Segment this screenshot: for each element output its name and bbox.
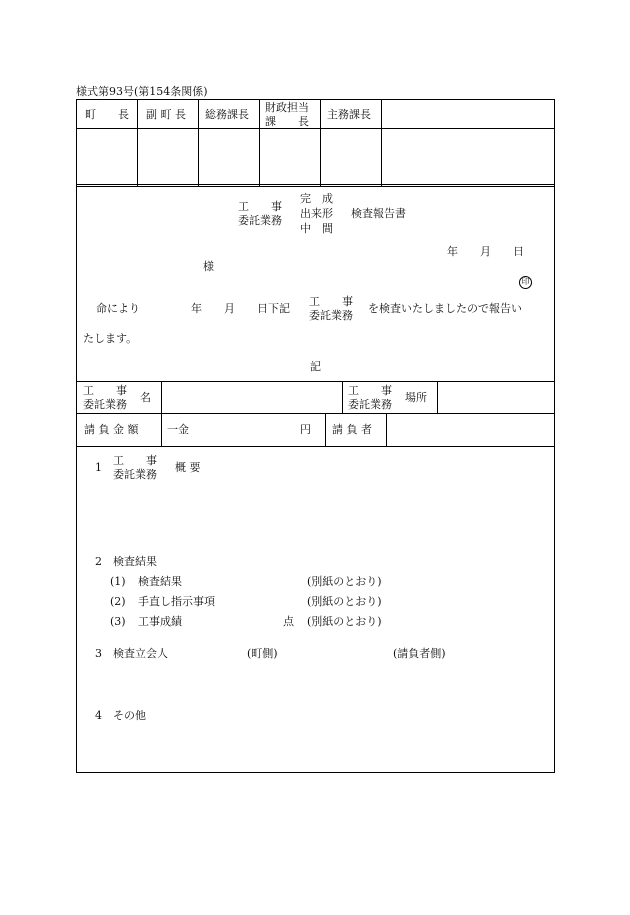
approval-label-deputy: 副 町 長 <box>146 108 186 121</box>
work-name-label-line1: 工 事 <box>83 384 127 397</box>
item-2-1-ref: (別紙のとおり) <box>307 575 382 588</box>
title-suffix: 検査報告書 <box>351 207 406 220</box>
section4-heading: 4 その他 <box>95 709 146 722</box>
item-2-1-label: 検査結果 <box>138 575 182 588</box>
section3-heading: 3 検査立会人 <box>95 647 168 660</box>
section1-commission: 委託業務 <box>113 468 157 481</box>
work-name-suffix: 名 <box>140 391 151 404</box>
section1-number: 1 <box>95 461 102 474</box>
seal-mark <box>519 275 532 289</box>
approval-col-divider <box>381 99 382 186</box>
section3-contractor-side: (請負者側) <box>393 647 446 660</box>
item-2-3-label: 工事成績 <box>138 615 182 628</box>
item-2-2-ref: (別紙のとおり) <box>307 595 382 608</box>
field-divider <box>386 413 387 446</box>
item-2-1-number: (1) <box>110 575 126 588</box>
body-suffix: を検査いたしましたので報告い <box>368 302 522 315</box>
field-divider <box>342 381 343 413</box>
item-2-3-points: 点 <box>283 615 294 628</box>
title-stage-partial: 出来形 <box>300 207 333 220</box>
approval-col-divider <box>259 99 260 186</box>
field-divider <box>437 381 438 413</box>
approval-label-town-head: 町 長 <box>85 108 129 121</box>
section1-work: 工 事 <box>113 454 157 467</box>
report-date: 年 月 日 <box>447 245 524 258</box>
body-ki: 記 <box>310 360 321 373</box>
form-number: 様式第93号(第154条関係) <box>76 85 208 98</box>
contract-amount-prefix: 一金 <box>167 423 189 436</box>
contract-amount-label: 請 負 金 額 <box>84 423 139 436</box>
body-order-prefix: 命により <box>96 302 140 315</box>
approval-header-divider <box>76 128 555 129</box>
field-divider <box>161 381 162 413</box>
work-name-label-line2: 委託業務 <box>83 398 127 411</box>
approval-col-divider <box>137 99 138 186</box>
contractor-label: 請 負 者 <box>332 423 372 436</box>
title-stage-complete: 完 成 <box>300 192 333 205</box>
item-2-2-label: 手直し指示事項 <box>138 595 215 608</box>
title-work: 工 事 <box>238 200 282 213</box>
item-2-2-number: (2) <box>110 595 126 608</box>
contract-amount-unit: 円 <box>300 423 311 436</box>
body-line2: たします。 <box>83 332 138 345</box>
approval-col-divider <box>320 99 321 186</box>
approval-label-general-affairs: 総務課長 <box>205 108 249 121</box>
item-2-3-number: (3) <box>110 615 126 628</box>
work-place-label-line1: 工 事 <box>348 384 392 397</box>
approval-bottom-double-line <box>76 184 555 187</box>
field-divider <box>161 413 162 446</box>
item-2-3-ref: (別紙のとおり) <box>307 615 382 628</box>
fields-middle-line <box>76 413 555 414</box>
body-commission: 委託業務 <box>309 309 353 322</box>
fields-top-line <box>76 381 555 382</box>
seal-icon: 印 <box>519 276 532 289</box>
work-place-label-line2: 委託業務 <box>348 398 392 411</box>
section3-town-side: (町側) <box>247 647 278 660</box>
fields-bottom-line <box>76 446 555 447</box>
body-date-part: 年 月 日下記 <box>191 302 290 315</box>
approval-label-finance-line2: 課 長 <box>265 115 309 128</box>
work-place-suffix: 場所 <box>405 391 427 404</box>
title-commission: 委託業務 <box>238 214 282 227</box>
addressee-sama: 様 <box>203 260 214 273</box>
approval-col-divider <box>198 99 199 186</box>
field-divider <box>325 413 326 446</box>
section1-suffix: 概 要 <box>175 461 201 474</box>
approval-label-finance-line1: 財政担当 <box>265 101 309 114</box>
body-work: 工 事 <box>309 295 353 308</box>
title-stage-interim: 中 間 <box>300 222 333 235</box>
approval-label-chief: 主務課長 <box>327 108 371 121</box>
section2-heading: 2 検査結果 <box>95 555 157 568</box>
